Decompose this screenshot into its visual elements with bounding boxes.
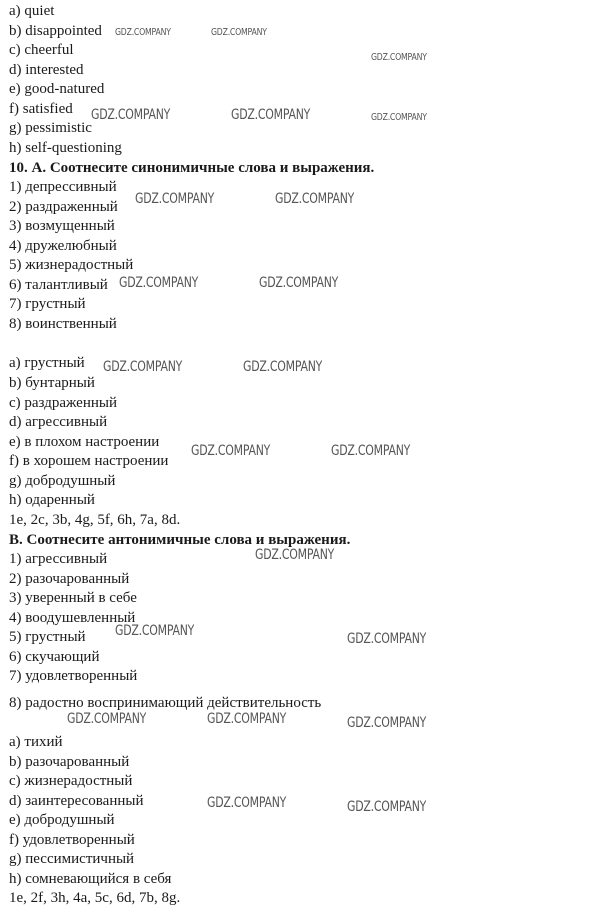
- watermark: GDZ.COMPANY: [119, 275, 199, 291]
- text-line: 4) дружелюбный: [9, 238, 117, 254]
- text-line: d) агрессивный: [9, 414, 108, 430]
- watermark: GDZ.COMPANY: [347, 799, 427, 815]
- text-line: b) разочарованный: [9, 754, 130, 770]
- text-line: e) добродушный: [9, 812, 115, 828]
- text-line: a) quiet: [9, 3, 55, 19]
- text-line: h) одаренный: [9, 492, 95, 508]
- text-line: 3) уверенный в себе: [9, 590, 137, 606]
- text-line: c) cheerful: [9, 42, 74, 58]
- text-line: d) interested: [9, 62, 84, 78]
- text-line: 2) разочарованный: [9, 571, 130, 587]
- text-line: c) жизнерадостный: [9, 773, 133, 789]
- text-line: g) pessimistic: [9, 120, 92, 136]
- watermark: GDZ.COMPANY: [347, 631, 427, 647]
- watermark: GDZ.COMPANY: [115, 623, 195, 639]
- text-line: f) в хорошем настроении: [9, 453, 169, 469]
- watermark: GDZ.COMPANY: [371, 52, 427, 63]
- text-line: f) satisfied: [9, 101, 73, 117]
- watermark: GDZ.COMPANY: [211, 27, 267, 38]
- text-line: 6) талантливый: [9, 277, 108, 293]
- text-line: b) disappointed: [9, 23, 102, 39]
- watermark: GDZ.COMPANY: [243, 359, 323, 375]
- text-line: 3) возмущенный: [9, 218, 115, 234]
- text-line: 8) радостно воспринимающий действительность: [9, 695, 322, 711]
- text-line: 5) жизнерадостный: [9, 257, 134, 273]
- text-line: a) тихий: [9, 734, 63, 750]
- watermark: GDZ.COMPANY: [347, 715, 427, 731]
- text-line: 7) удовлетворенный: [9, 668, 138, 684]
- watermark: GDZ.COMPANY: [275, 191, 355, 207]
- watermark: GDZ.COMPANY: [371, 112, 427, 123]
- section-heading: B. Соотнесите антонимичные слова и выражения.: [9, 532, 351, 548]
- watermark: GDZ.COMPANY: [191, 443, 271, 459]
- text-line: h) сомневающийся в себя: [9, 871, 172, 887]
- text-line: g) пессимистичный: [9, 851, 135, 867]
- text-line: 1e, 2c, 3b, 4g, 5f, 6h, 7a, 8d.: [9, 512, 181, 528]
- watermark: GDZ.COMPANY: [135, 191, 215, 207]
- text-line: 8) воинственный: [9, 316, 117, 332]
- text-line: e) в плохом настроении: [9, 434, 160, 450]
- text-line: 2) раздраженный: [9, 199, 118, 215]
- watermark: GDZ.COMPANY: [331, 443, 411, 459]
- text-line: 4) воодушевленный: [9, 610, 136, 626]
- text-line: 5) грустный: [9, 629, 86, 645]
- text-line: a) грустный: [9, 355, 85, 371]
- text-line: 1) депрессивный: [9, 179, 117, 195]
- watermark: GDZ.COMPANY: [207, 711, 287, 727]
- watermark: GDZ.COMPANY: [207, 795, 287, 811]
- watermark: GDZ.COMPANY: [231, 107, 311, 123]
- watermark: GDZ.COMPANY: [67, 711, 147, 727]
- watermark: GDZ.COMPANY: [115, 27, 171, 38]
- text-line: e) good-natured: [9, 81, 105, 97]
- text-line: b) бунтарный: [9, 375, 95, 391]
- text-line: 1) агрессивный: [9, 551, 108, 567]
- watermark: GDZ.COMPANY: [103, 359, 183, 375]
- text-line: 7) грустный: [9, 296, 86, 312]
- text-line: f) удовлетворенный: [9, 832, 135, 848]
- text-line: 6) скучающий: [9, 649, 100, 665]
- text-line: 1e, 2f, 3h, 4a, 5c, 6d, 7b, 8g.: [9, 890, 181, 906]
- text-line: g) добродушный: [9, 473, 116, 489]
- text-line: d) заинтересованный: [9, 793, 144, 809]
- text-line: c) раздраженный: [9, 395, 117, 411]
- watermark: GDZ.COMPANY: [255, 547, 335, 563]
- watermark: GDZ.COMPANY: [91, 107, 171, 123]
- watermark: GDZ.COMPANY: [259, 275, 339, 291]
- section-heading: 10. А. Соотнесите синонимичные слова и выражения.: [9, 160, 375, 176]
- text-line: h) self-questioning: [9, 140, 122, 156]
